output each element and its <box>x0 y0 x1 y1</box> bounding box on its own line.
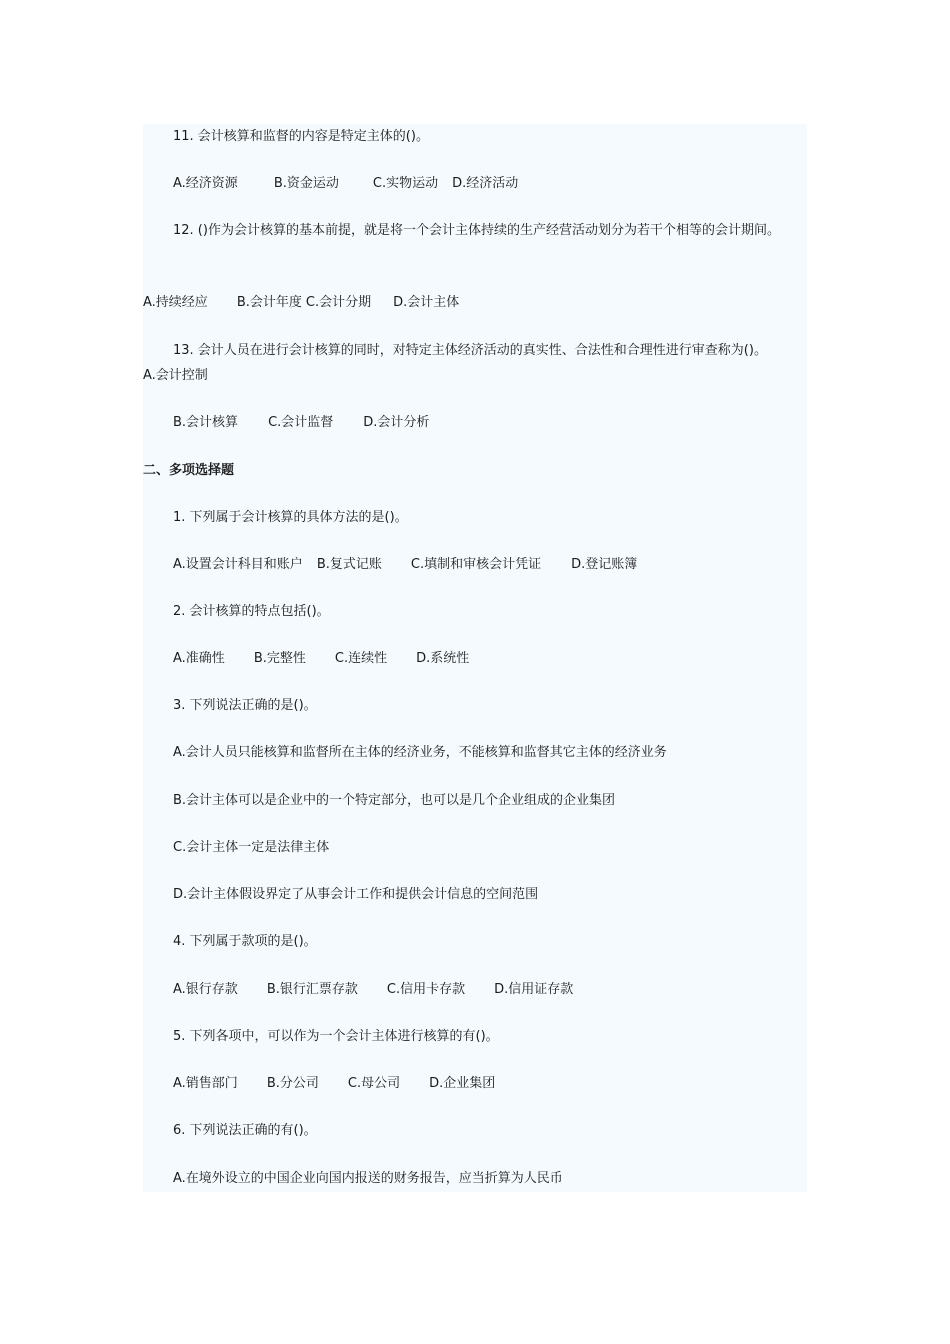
multi-question-1: 1. 下列属于会计核算的具体方法的是()。 <box>173 510 408 525</box>
option-b: B.分公司 <box>266 1076 319 1091</box>
option-d: D.会计分析 <box>363 415 430 430</box>
option-a: A.销售部门 <box>173 1076 238 1091</box>
option-d: D.企业集团 <box>429 1076 496 1091</box>
option-a: A.持续经应 <box>143 295 208 310</box>
question-11-options <box>143 171 807 196</box>
question-13 <box>143 338 807 388</box>
question-13-text: 13. 会计人员在进行会计核算的同时，对特定主体经济活动的真实性、合法性和合理性进行审查称为()。 <box>173 343 767 358</box>
option-c: C.实物运动 <box>372 176 439 191</box>
option-c: C.连续性 <box>334 651 388 666</box>
option-b: B.资金运动 <box>273 176 339 191</box>
option-c: C.会计分期 <box>305 295 372 310</box>
option-c: C.填制和审核会计凭证 <box>410 557 542 572</box>
multi-question-3-option-c: C.会计主体一定是法律主体 <box>173 840 330 855</box>
multi-question-3-option-d: D.会计主体假设界定了从事会计工作和提供会计信息的空间范围 <box>173 887 539 902</box>
option-a: A.经济资源 <box>173 176 238 191</box>
option-a: A.设置会计科目和账户 <box>173 557 303 572</box>
multi-question-1-options <box>143 552 807 577</box>
option-b: B.完整性 <box>253 651 306 666</box>
option-d: D.信用证存款 <box>494 982 574 997</box>
option-b: B.会计核算 <box>173 415 239 430</box>
multi-question-5-options <box>143 1071 807 1096</box>
option-a: A.准确性 <box>173 651 225 666</box>
option-d: D.登记账簿 <box>571 557 638 572</box>
section-heading-multiple-choice: 二、多项选择题 <box>143 463 235 478</box>
multi-question-2: 2. 会计核算的特点包括()。 <box>173 604 330 619</box>
option-a: A.银行存款 <box>173 982 238 997</box>
multi-question-3: 3. 下列说法正确的是()。 <box>173 698 317 713</box>
option-a: A.会计控制 <box>143 368 208 383</box>
option-b: B.会计年度 <box>236 295 302 310</box>
multi-question-5: 5. 下列各项中，可以作为一个会计主体进行核算的有()。 <box>173 1029 499 1044</box>
option-c: C.信用卡存款 <box>386 982 466 997</box>
question-12: 12. ()作为会计核算的基本前提，就是将一个会计主体持续的生产经营活动划分为若干个相等的会计期间。 <box>173 223 780 238</box>
option-d: D.会计主体 <box>393 295 460 310</box>
question-12-options <box>143 290 807 315</box>
question-13-options <box>143 410 807 435</box>
option-d: D.系统性 <box>416 651 470 666</box>
option-c: C.母公司 <box>347 1076 401 1091</box>
option-b: B.复式记账 <box>316 557 382 572</box>
multi-question-6-option-a: A.在境外设立的中国企业向国内报送的财务报告，应当折算为人民币 <box>173 1171 563 1186</box>
multi-question-3-option-b: B.会计主体可以是企业中的一个特定部分，也可以是几个企业组成的企业集团 <box>173 793 616 808</box>
multi-question-3-option-a: A.会计人员只能核算和监督所在主体的经济业务，不能核算和监督其它主体的经济业务 <box>173 745 667 760</box>
multi-question-6: 6. 下列说法正确的有()。 <box>173 1123 317 1138</box>
multi-question-4-options <box>143 977 807 1002</box>
option-d: D.经济活动 <box>452 176 519 191</box>
option-b: B.银行汇票存款 <box>266 982 358 997</box>
multi-question-4: 4. 下列属于款项的是()。 <box>173 934 317 949</box>
multi-question-2-options <box>143 646 807 671</box>
option-c: C.会计监督 <box>268 415 334 430</box>
question-11: 11. 会计核算和监督的内容是特定主体的()。 <box>173 129 429 144</box>
